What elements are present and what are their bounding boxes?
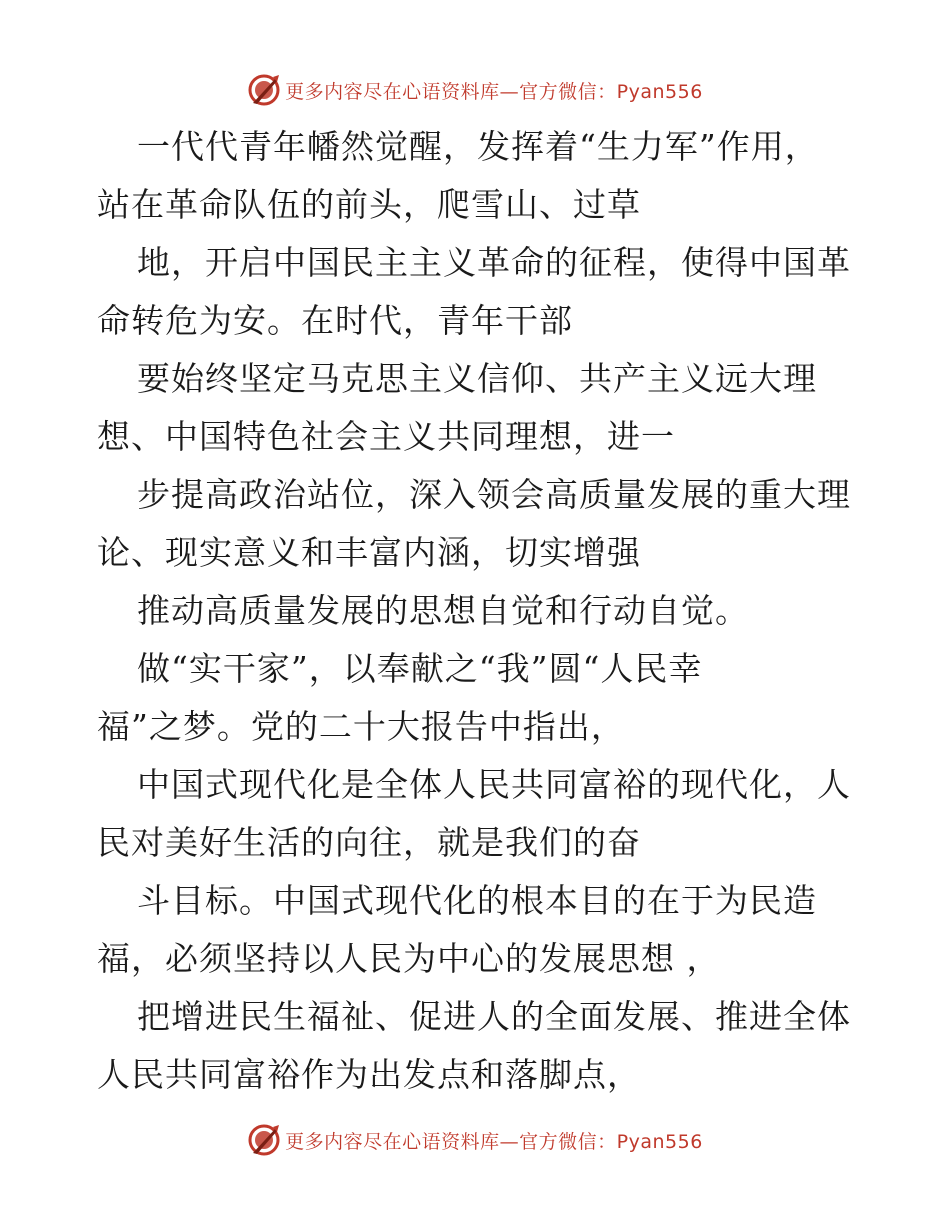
text-line: 论、现实意义和丰富内涵，切实增强 (97, 533, 641, 572)
text-line: 命转危为安。在时代，青年干部 (97, 301, 573, 340)
text-line: 斗目标。中国式现代化的根本目的在于为民造 (137, 881, 817, 920)
quill-logo-icon (247, 73, 281, 107)
header-watermark (0, 70, 950, 110)
text-line: 想、中国特色社会主义共同理想，进一 (97, 417, 675, 456)
text-line: 要始终坚定马克思主义信仰、共产主义远大理 (137, 359, 817, 398)
text-line: 步提高政治站位，深入领会高质量发展的重大理 (137, 475, 851, 514)
text-line: 民对美好生活的向往，就是我们的奋 (97, 823, 641, 862)
text-line: 地，开启中国民主主义革命的征程，使得中国革 (137, 243, 851, 282)
text-line: 推动高质量发展的思想自觉和行动自觉。 (137, 591, 749, 630)
text-line: 一代代青年幡然觉醒，发挥着“生力军”作用， (137, 127, 819, 166)
watermark-text: 更多内容尽在心语资料库—官方微信：Pyan556 (285, 1130, 703, 1153)
document-body (97, 118, 857, 1104)
text-line: 福”之梦。党的二十大报告中指出， (97, 707, 625, 746)
text-line: 站在革命队伍的前头，爬雪山、过草 (97, 185, 641, 224)
quill-logo-icon (247, 1123, 281, 1157)
text-line: 人民共同富裕作为出发点和落脚点， (97, 1055, 641, 1094)
text-line: 中国式现代化是全体人民共同富裕的现代化，人 (137, 765, 851, 804)
text-line: 做“实干家”，以奉献之“我”圆“人民幸 (137, 649, 703, 688)
text-line: 福，必须坚持以人民为中心的发展思想 ， (97, 939, 721, 978)
footer-watermark (0, 1120, 950, 1160)
watermark-text: 更多内容尽在心语资料库—官方微信：Pyan556 (285, 80, 703, 103)
text-line: 把增进民生福祉、促进人的全面发展、推进全体 (137, 997, 851, 1036)
